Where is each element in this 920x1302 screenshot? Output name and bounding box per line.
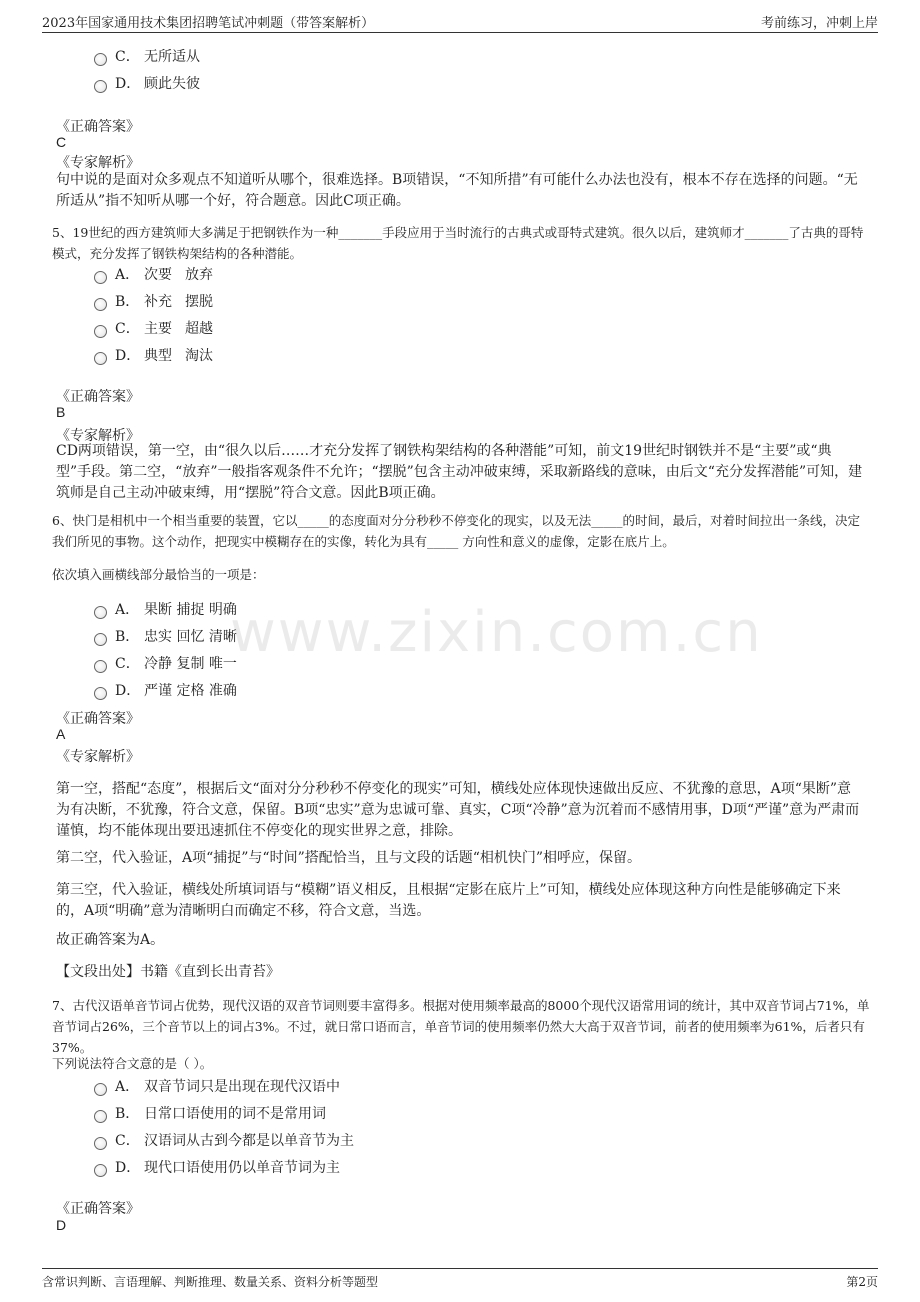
analysis-text: 第一空，搭配“态度”，根据后文“面对分分秒秒不停变化的现实”可知，横线处应体现快速做出反应、不犹豫的意思，A项“果断”意为有决断，不犹豫，符合文意，保留。B项“忠实”意为忠诚可靠、真实，C项“冷静”意为沉着而不感情用事，D项“严谨”意为严肃而谨慎，均不能体现出要迅速抓住不停变化的现实世界之意，排除。: [56, 781, 860, 839]
analysis-heading: 《专家解析》: [56, 428, 140, 444]
answer-heading: 《正确答案》: [56, 389, 140, 405]
document-title: 2023年国家通用技术集团招聘笔试冲刺题（带答案解析）: [42, 16, 375, 31]
radio-icon[interactable]: [94, 352, 107, 365]
option-a[interactable]: A． 果断 捕捉 明确: [94, 599, 237, 619]
option-a[interactable]: A． 次要 放弃: [94, 264, 213, 284]
option-c[interactable]: C． 冷静 复制 唯一: [94, 653, 237, 673]
question-prompt: 依次填入画横线部分最恰当的一项是：: [52, 567, 265, 582]
answer-value: C: [56, 134, 67, 150]
option-b[interactable]: B． 补充 摆脱: [94, 291, 213, 311]
radio-icon[interactable]: [94, 687, 107, 700]
page-number: 第2页: [846, 1275, 878, 1289]
option-d[interactable]: D． 顾此失彼: [94, 73, 200, 93]
option-c[interactable]: C． 无所适从: [94, 46, 200, 66]
radio-icon[interactable]: [94, 633, 107, 646]
radio-icon[interactable]: [94, 1083, 107, 1096]
analysis-text: 第三空，代入验证，横线处所填词语与“模糊”语义相反，且根据“定影在底片上”可知，横线处应体现这种方向性是能够确定下来的，A项“明确”意为清晰明白而确定不移，符合文意，当选。: [56, 882, 841, 919]
radio-icon[interactable]: [94, 606, 107, 619]
analysis-heading: 《专家解析》: [56, 155, 140, 171]
radio-icon[interactable]: [94, 298, 107, 311]
radio-icon[interactable]: [94, 53, 107, 66]
radio-icon[interactable]: [94, 271, 107, 284]
option-c[interactable]: C． 汉语词从古到今都是以单音节为主: [94, 1130, 354, 1150]
radio-icon[interactable]: [94, 660, 107, 673]
answer-value: D: [56, 1217, 67, 1233]
answer-heading: 《正确答案》: [56, 711, 140, 727]
question-stem: 5、19世纪的西方建筑师大多满足于把钢铁作为一种_______手段应用于当时流行的古典式或哥特式建筑。很久以后，建筑师才_______了古典的哥特模式，充分发挥了钢铁构架结构的各种潜能。: [52, 225, 864, 261]
option-b[interactable]: B． 忠实 回忆 清晰: [94, 626, 237, 646]
radio-icon[interactable]: [94, 1164, 107, 1177]
page-header: [42, 10, 878, 33]
answer-heading: 《正确答案》: [56, 1201, 140, 1217]
analysis-text: 句中说的是面对众多观点不知道听从哪个，很难选择。B项错误，“不知所措”有可能什么办法也没有，根本不存在选择的问题。“无所适从”指不知听从哪一个好，符合题意。因此C项正确。: [56, 172, 858, 209]
option-d[interactable]: D． 严谨 定格 准确: [94, 680, 237, 700]
option-c[interactable]: C． 主要 超越: [94, 318, 213, 338]
analysis-text: 故正确答案为A。: [56, 932, 165, 948]
source-note: 【文段出处】书籍《直到长出青苔》: [56, 964, 280, 980]
question-prompt: 下列说法符合文意的是（ ）。: [52, 1056, 213, 1071]
header-slogan: 考前练习，冲刺上岸: [760, 16, 878, 31]
option-a[interactable]: A． 双音节词只是出现在现代汉语中: [94, 1076, 340, 1096]
analysis-heading: 《专家解析》: [56, 749, 140, 765]
watermark: www.zixin.com.cn: [230, 600, 763, 665]
footer-text: 含常识判断、言语理解、判断推理、数量关系、资料分析等题型: [42, 1275, 379, 1289]
option-d[interactable]: D． 典型 淘汰: [94, 345, 213, 365]
radio-icon[interactable]: [94, 1137, 107, 1150]
question-stem: 7、古代汉语单音节词占优势，现代汉语的双音节词则要丰富得多。根据对使用频率最高的8000个现代汉语常用词的统计，其中双音节词占71%，单音节词占26%，三个音节以上的词占3%。不过，就日常口语而言，单音节词的使用频率仍然大大高于双音节词，前者的使用频率为61%，后者只有37%。: [52, 998, 870, 1055]
radio-icon[interactable]: [94, 325, 107, 338]
option-d[interactable]: D． 现代口语使用仍以单音节词为主: [94, 1157, 340, 1177]
answer-value: B: [56, 404, 66, 420]
analysis-text: 第二空，代入验证，A项“捕捉”与“时间”搭配恰当，且与文段的话题“相机快门”相呼应，保留。: [56, 850, 642, 866]
page-footer: [42, 1268, 878, 1293]
radio-icon[interactable]: [94, 80, 107, 93]
analysis-text: CD两项错误，第一空，由“很久以后……才充分发挥了钢铁构架结构的各种潜能”可知，前文19世纪时钢铁并不是“主要”或“典型”手段。第二空，“放弃”一般指客观条件不允许；“摆脱”包含主动冲破束缚，采取新路线的意味，由后文“充分发挥潜能”可知，建筑师是自己主动冲破束缚，用“摆脱”符合文意。因此B项正确。: [56, 443, 863, 501]
question-stem: 6、快门是相机中一个相当重要的装置，它以_____的态度面对分分秒秒不停变化的现实，以及无法_____的时间，最后，对着时间拉出一条线，决定我们所见的事物。这个动作，把现实中模糊存在的实像，转化为具有_____ 方向性和意义的虚像，定影在底片上。: [52, 513, 860, 549]
answer-heading: 《正确答案》: [56, 119, 140, 135]
option-b[interactable]: B． 日常口语使用的词不是常用词: [94, 1103, 326, 1123]
answer-value: A: [56, 726, 66, 742]
radio-icon[interactable]: [94, 1110, 107, 1123]
